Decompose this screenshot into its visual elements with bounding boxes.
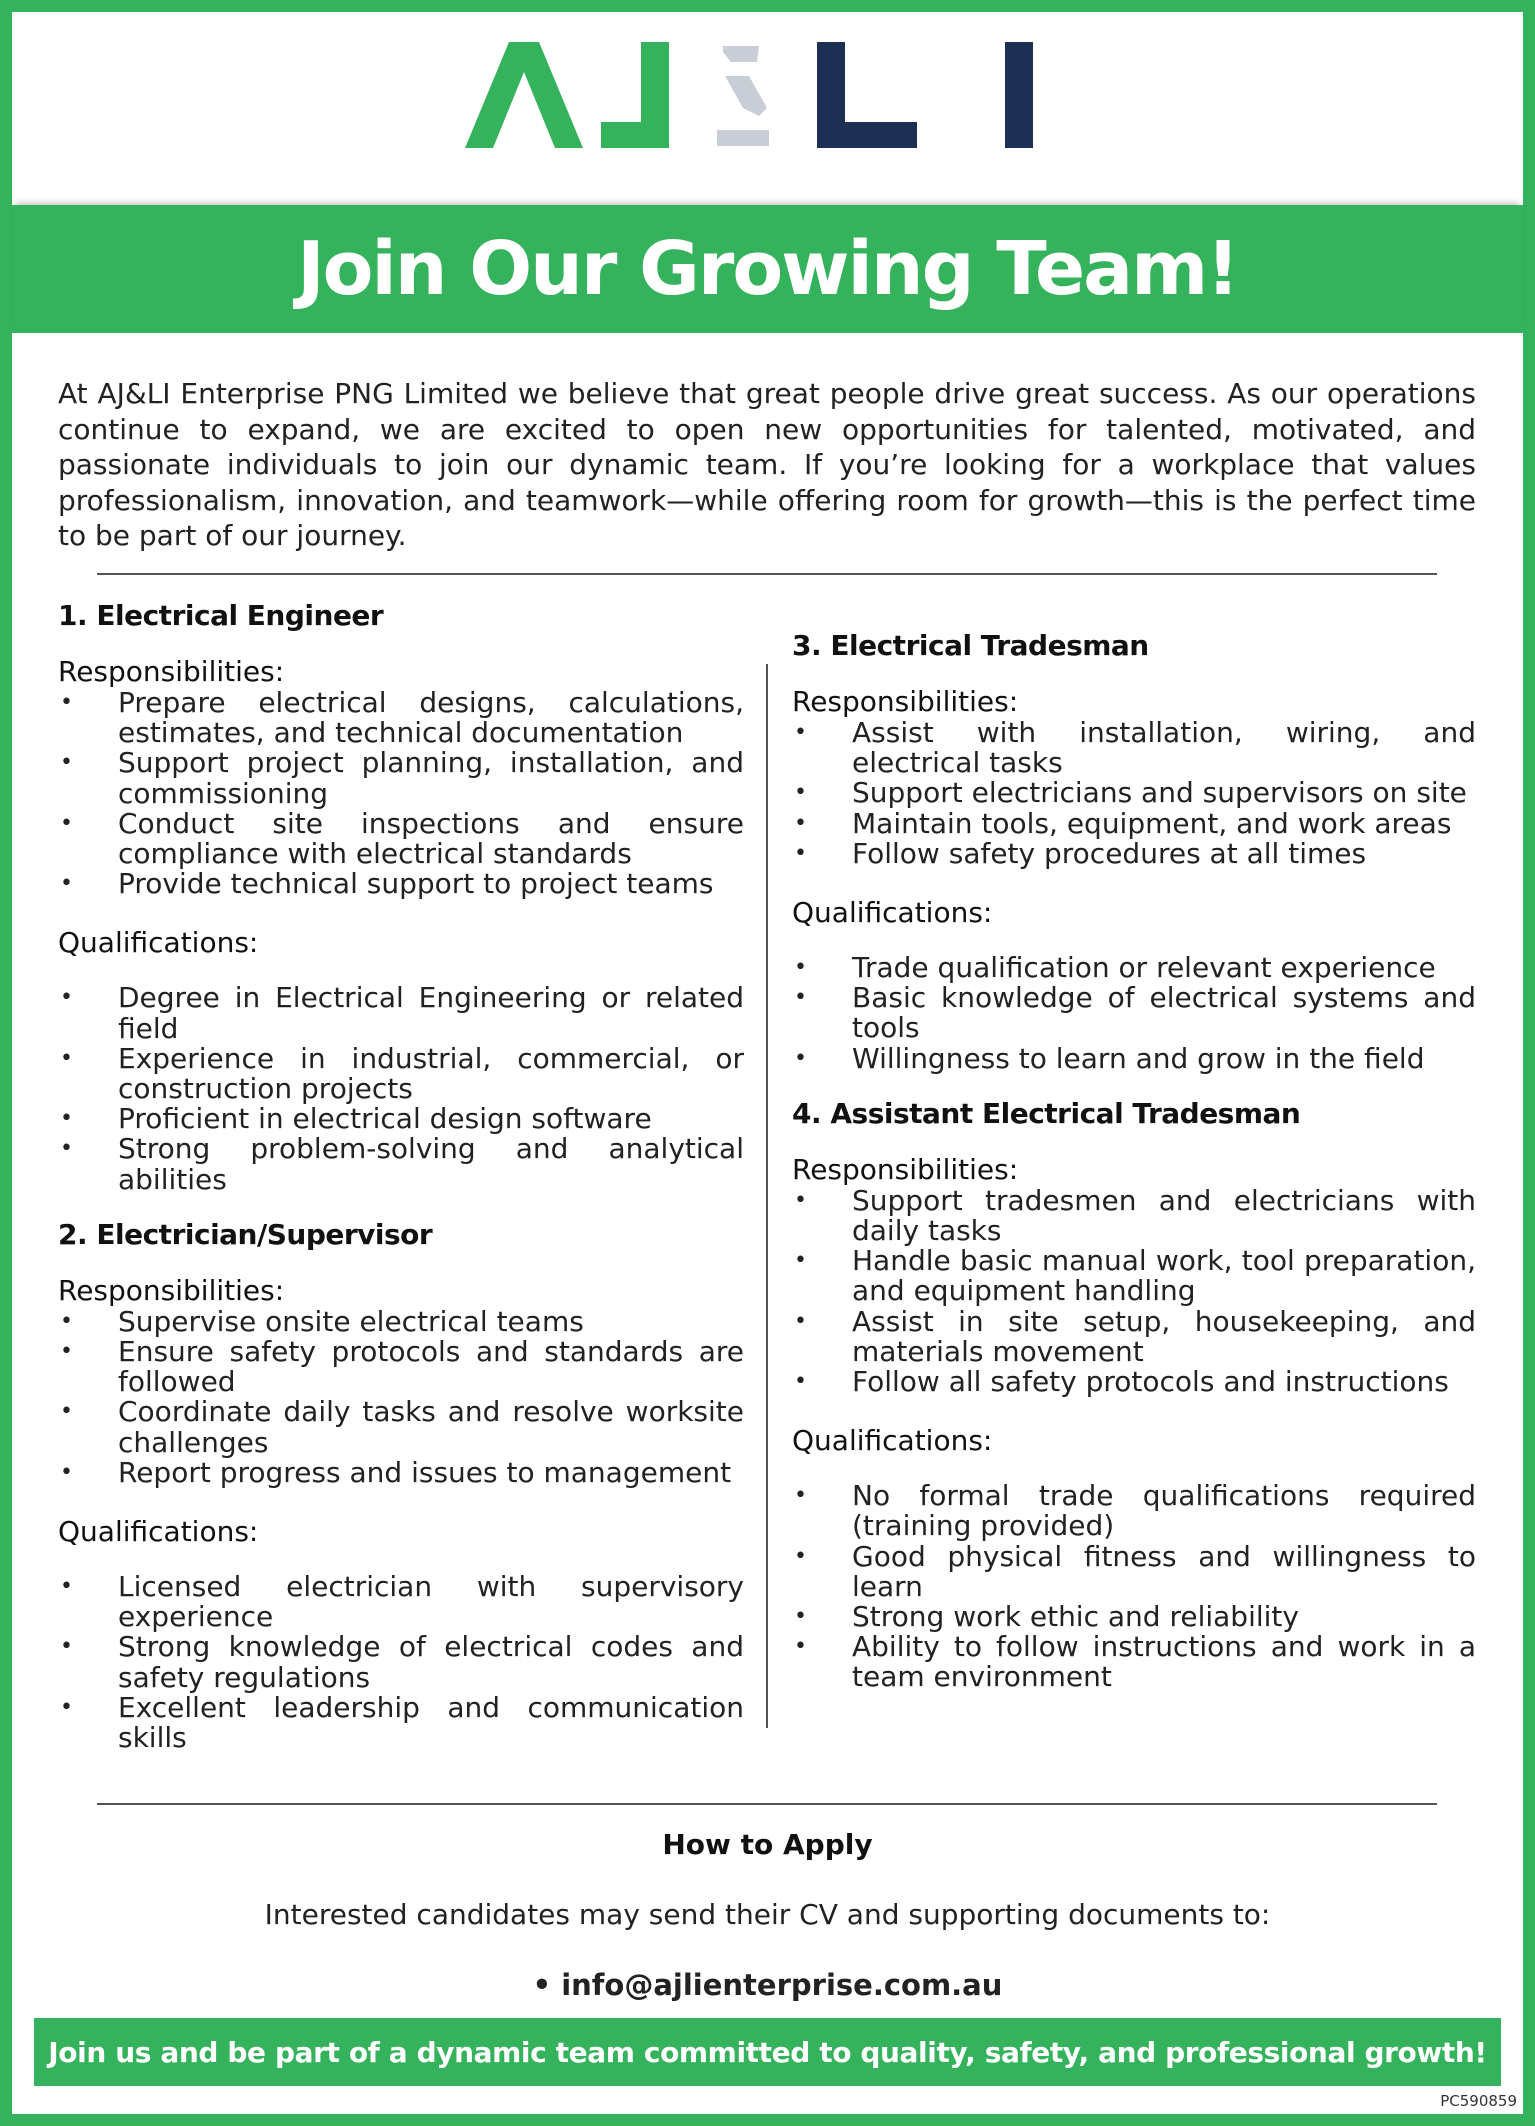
responsibilities-list [792, 718, 1476, 869]
list-item: • Excellent leadership and communication skills [58, 1693, 744, 1753]
left-column [58, 598, 744, 1775]
divider-bottom [97, 1803, 1437, 1805]
list-item: • Conduct site inspections and ensure compliance with electrical standards [58, 809, 744, 869]
apply-email[interactable]: • info@ajlienterprise.com.au [532, 1968, 1003, 2002]
footer-banner [34, 2018, 1501, 2086]
list-item: • Ensure safety protocols and standards are followed [58, 1337, 744, 1397]
qualifications-label: Qualifications: [58, 1515, 259, 1549]
list-item: • Licensed electrician with supervisory experience [58, 1572, 744, 1632]
list-item: • Handle basic manual work, tool preparation, and equipment handling [792, 1246, 1476, 1306]
list-item: • Follow all safety protocols and instructions [792, 1367, 1476, 1397]
responsibilities-label: Responsibilities: [792, 1152, 1019, 1186]
list-item: • Maintain tools, equipment, and work areas [792, 809, 1476, 839]
job-electrical-tradesman [792, 628, 1476, 1074]
qualifications-list [792, 1481, 1476, 1692]
list-item: • Experience in industrial, commercial, or construction projects [58, 1044, 744, 1104]
list-item: • Coordinate daily tasks and resolve worksite challenges [58, 1397, 744, 1457]
list-item: • Proficient in electrical design software [58, 1104, 744, 1134]
list-item: • Supervise onsite electrical teams [58, 1307, 744, 1337]
responsibilities-list [58, 1304, 744, 1489]
qualifications-label: Qualifications: [792, 1424, 993, 1458]
responsibilities-list [58, 688, 744, 899]
job-electrician-supervisor [58, 1217, 744, 1753]
list-item: • Report progress and issues to management [58, 1458, 744, 1488]
intro-paragraph: At AJ&LI Enterprise PNG Limited we believe that great people drive great success. As our operations continue to expand, we are excited to open new opportunities for talented, motivated, and passionate individuals to join our dynamic team. If you’re looking for a workplace that values professionalism, innovation, and teamwork—while offering room for growth—this is the perfect time to be part of our journey. [58, 377, 1476, 552]
list-item: • Degree in Electrical Engineering or related field [58, 983, 744, 1043]
job-electrical-engineer [58, 598, 744, 1195]
company-logo [465, 42, 1075, 154]
list-item: • Provide technical support to project teams [58, 869, 744, 899]
list-item: • No formal trade qualifications required (training provided) [792, 1481, 1476, 1541]
headline-banner [12, 205, 1523, 333]
reference-code: PC590859 [1440, 2092, 1517, 2110]
list-item: • Basic knowledge of electrical systems and tools [792, 983, 1476, 1043]
list-item: • Support tradesmen and electricians with daily tasks [792, 1186, 1476, 1246]
list-item: • Support electricians and supervisors on site [792, 778, 1476, 808]
job-title: 2. Electrician/Supervisor [58, 1217, 433, 1251]
list-item: • Prepare electrical designs, calculations, estimates, and technical documentation [58, 688, 744, 748]
job-title: 4. Assistant Electrical Tradesman [792, 1096, 1301, 1130]
list-item: • Willingness to learn and grow in the field [792, 1044, 1476, 1074]
list-item: • Strong problem-solving and analytical abilities [58, 1134, 744, 1194]
how-to-apply-text: Interested candidates may send their CV and supporting documents to: [264, 1898, 1271, 1931]
list-item: • Follow safety procedures at all times [792, 839, 1476, 869]
qualifications-list [58, 983, 744, 1194]
list-item: • Assist in site setup, housekeeping, and materials movement [792, 1307, 1476, 1367]
responsibilities-label: Responsibilities: [792, 685, 1019, 718]
responsibilities-list [792, 1183, 1476, 1399]
qualifications-label: Qualifications: [58, 926, 259, 960]
list-item: • Ability to follow instructions and work in a team environment [792, 1632, 1476, 1692]
divider-top [97, 573, 1437, 575]
headline: Join Our Growing Team! [297, 226, 1238, 312]
list-item: • Good physical fitness and willingness to learn [792, 1542, 1476, 1602]
right-column [792, 628, 1476, 1715]
qualifications-list [792, 953, 1476, 1074]
job-title: 1. Electrical Engineer [58, 599, 384, 632]
job-title: 3. Electrical Tradesman [792, 629, 1149, 662]
responsibilities-label: Responsibilities: [58, 1273, 285, 1307]
email-link[interactable]: info@ajlienterprise.com.au [561, 1968, 1003, 2002]
list-item: • Strong knowledge of electrical codes and safety regulations [58, 1632, 744, 1692]
footer-text: Join us and be part of a dynamic team committed to quality, safety, and professional growth! [48, 2035, 1487, 2069]
list-item: • Assist with installation, wiring, and electrical tasks [792, 718, 1476, 778]
responsibilities-label: Responsibilities: [58, 655, 285, 688]
job-assistant-electrical-tradesman [792, 1096, 1476, 1693]
list-item: • Trade qualification or relevant experience [792, 953, 1476, 983]
column-divider [766, 664, 768, 1728]
how-to-apply-heading: How to Apply [662, 1828, 873, 1861]
list-item: • Strong work ethic and reliability [792, 1602, 1476, 1632]
qualifications-list [58, 1572, 744, 1753]
qualifications-label: Qualifications: [792, 896, 993, 930]
list-item: • Support project planning, installation, and commissioning [58, 748, 744, 808]
